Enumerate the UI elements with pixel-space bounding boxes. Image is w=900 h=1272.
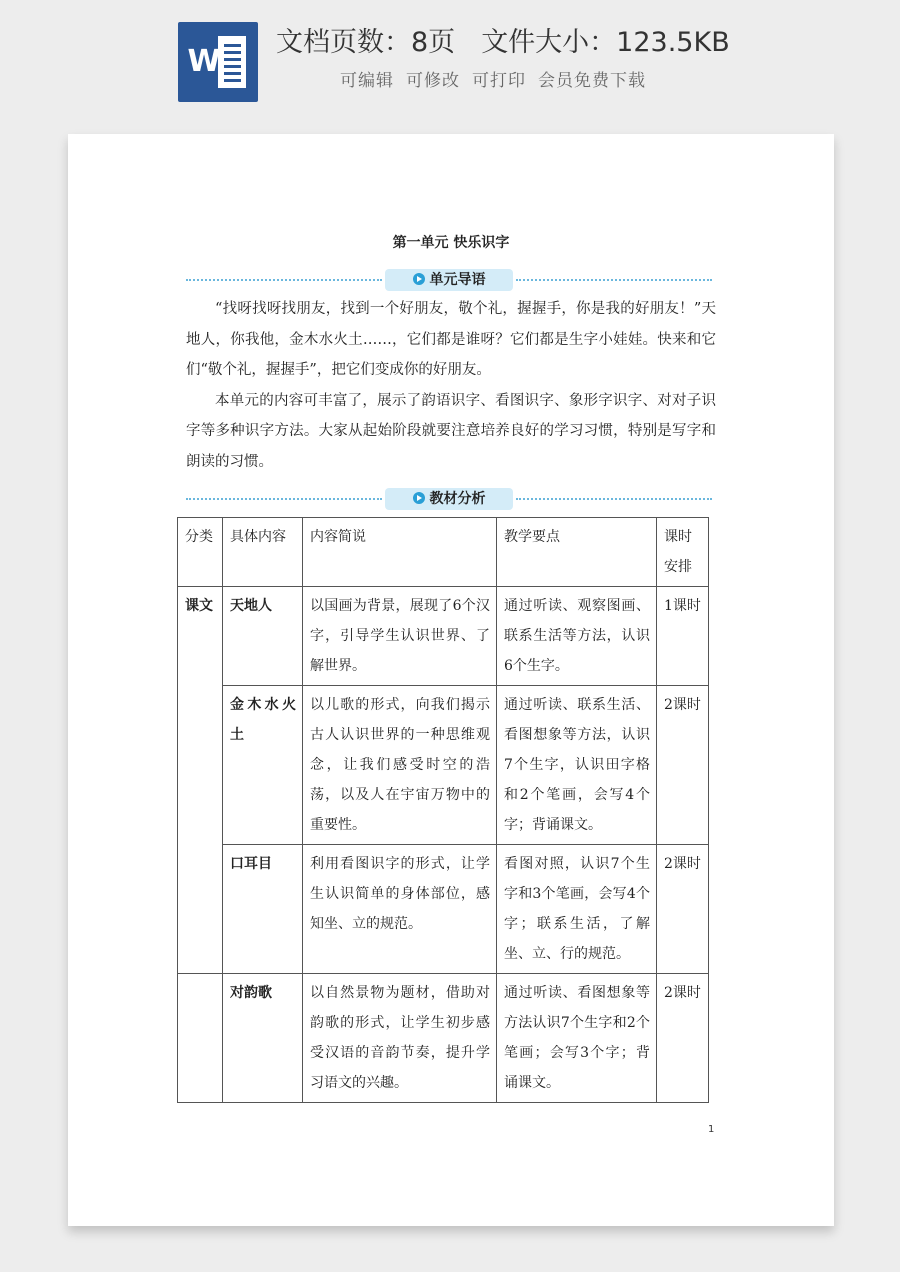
table-row bbox=[178, 974, 709, 1103]
feature-list bbox=[340, 66, 658, 92]
section-header-intro bbox=[186, 269, 712, 291]
unit-intro-text bbox=[186, 294, 716, 477]
section-header-analysis bbox=[186, 488, 712, 510]
category-cell-empty bbox=[178, 974, 223, 1103]
lesson-hours: 1课时 bbox=[657, 587, 709, 686]
intro-paragraph: 本单元的内容可丰富了，展示了韵语识字、看图识字、象形字识字、对对子识字等多种识字方法。大家从起始阶段就要注意培养良好的学习习惯，特别是写字和朗读的习惯。 bbox=[186, 392, 716, 470]
lesson-name: 天地人 bbox=[223, 587, 303, 686]
feature-modifiable: 可修改 bbox=[406, 71, 460, 91]
arrow-circle-icon bbox=[413, 492, 425, 504]
header-cell: 课时安排 bbox=[657, 518, 709, 587]
lesson-hours: 2课时 bbox=[657, 686, 709, 845]
lesson-points: 通过听读、联系生活、看图想象等方法，认识7个生字，认识田字格和2个笔画，会写4个字；背诵课文。 bbox=[497, 686, 657, 845]
lesson-name: 金木水火土 bbox=[223, 686, 303, 845]
textbook-analysis-table bbox=[177, 517, 709, 1103]
section-label: 单元导语 bbox=[429, 272, 486, 288]
lesson-desc: 以国画为背景，展现了6个汉字，引导学生认识世界、了解世界。 bbox=[303, 587, 497, 686]
file-size: 文件大小：123.5KB bbox=[481, 27, 730, 58]
header-cell: 具体内容 bbox=[223, 518, 303, 587]
lesson-hours: 2课时 bbox=[657, 974, 709, 1103]
lesson-points: 通过听读、看图想象等方法认识7个生字和2个笔画；会写3个字；背诵课文。 bbox=[497, 974, 657, 1103]
table-row bbox=[178, 686, 709, 845]
intro-paragraph: “找呀找呀找朋友，找到一个好朋友，敬个礼，握握手，你是我的好朋友！”天地人，你我他，金木水火土……，它们都是谁呀？它们都是生字小娃娃。快来和它们“敬个礼，握握手”，把它们变成你的好朋友。 bbox=[186, 301, 716, 378]
lesson-desc: 利用看图识字的形式，让学生认识简单的身体部位，感知坐、立的规范。 bbox=[303, 845, 497, 974]
file-info bbox=[276, 20, 756, 60]
lesson-desc: 以自然景物为题材，借助对韵歌的形式，让学生初步感受汉语的音韵节奏，提升学习语文的兴趣。 bbox=[303, 974, 497, 1103]
lesson-points: 通过听读、观察图画、联系生活等方法，认识6个生字。 bbox=[497, 587, 657, 686]
header-cell: 内容简说 bbox=[303, 518, 497, 587]
header-cell: 分类 bbox=[178, 518, 223, 587]
lesson-hours: 2课时 bbox=[657, 845, 709, 974]
feature-printable: 可打印 bbox=[472, 71, 526, 91]
table-header-row bbox=[178, 518, 709, 587]
page-number: 1 bbox=[708, 1124, 715, 1135]
arrow-circle-icon bbox=[413, 273, 425, 285]
page-count: 文档页数：8页 bbox=[276, 27, 456, 58]
word-logo-letter: W bbox=[187, 44, 221, 79]
section-pill-intro bbox=[385, 269, 513, 291]
table-row bbox=[178, 845, 709, 974]
lesson-points: 看图对照，认识7个生字和3个笔画，会写4个字；联系生活，了解坐、立、行的规范。 bbox=[497, 845, 657, 974]
download-banner bbox=[0, 0, 900, 130]
lesson-name: 对韵歌 bbox=[223, 974, 303, 1103]
document-page bbox=[68, 134, 834, 1226]
word-file-icon bbox=[178, 22, 258, 102]
feature-editable: 可编辑 bbox=[340, 71, 394, 91]
feature-free-download: 会员免费下载 bbox=[538, 71, 646, 91]
lesson-desc: 以儿歌的形式，向我们揭示古人认识世界的一种思维观念，让我们感受时空的浩荡，以及人在宇宙万物中的重要性。 bbox=[303, 686, 497, 845]
lesson-name: 口耳目 bbox=[223, 845, 303, 974]
table-row bbox=[178, 587, 709, 686]
unit-title: 第一单元 快乐识字 bbox=[392, 235, 510, 251]
section-pill-analysis bbox=[385, 488, 513, 510]
section-label: 教材分析 bbox=[429, 491, 486, 507]
header-cell: 教学要点 bbox=[497, 518, 657, 587]
category-cell: 课文 bbox=[178, 587, 223, 974]
